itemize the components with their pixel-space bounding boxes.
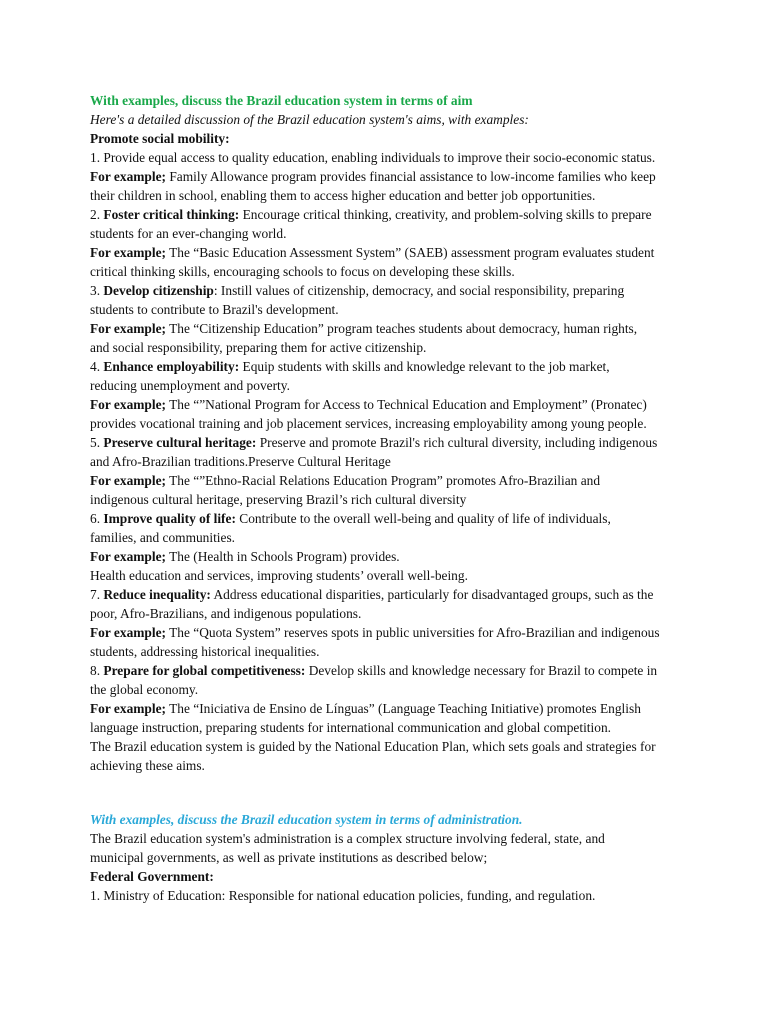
aim-item-4-example-line-2: provides vocational training and job placement services, increasing employability among young people. <box>90 416 647 431</box>
aim-item-4-line-2: reducing unemployment and poverty. <box>90 378 290 393</box>
aim-item-8-line-2: the global economy. <box>90 682 199 697</box>
item-number: 6. <box>90 511 104 526</box>
example-label: For example; <box>90 321 166 336</box>
aim-item-2-example-line-1 <box>90 243 690 262</box>
admin-intro-line-2: municipal governments, as well as private institutions as described below; <box>90 850 488 865</box>
aim-item-7-example-line-2: students, addressing historical inequalities. <box>90 644 320 659</box>
example-text: The “Iniciativa de Ensino de Línguas” (Language Teaching Initiative) promotes English <box>165 701 641 716</box>
aim-item-1-example-line-2: their children in school, enabling them to access higher education and better job opportunities. <box>90 188 596 203</box>
aim-item-2-line-1 <box>90 205 690 224</box>
admin-heading <box>90 867 690 886</box>
item-text: Encourage critical thinking, creativity, and problem-solving skills to prepare <box>239 207 652 222</box>
aim-heading-text: Promote social mobility: <box>90 131 230 146</box>
example-label: For example; <box>90 473 166 488</box>
aim-item-2-line-2: students for an ever-changing world. <box>90 226 287 241</box>
example-text: The “Basic Education Assessment System” (SAEB) assessment program evaluates student <box>165 245 655 260</box>
admin-intro-line-1: The Brazil education system's administration is a complex structure involving federal, state, and <box>90 831 605 846</box>
item-number: 2. <box>90 207 104 222</box>
admin-section-title: With examples, discuss the Brazil education system in terms of administration. <box>90 812 523 827</box>
example-text: Family Allowance program provides financial assistance to low-income families who keep <box>165 169 656 184</box>
example-label: For example; <box>90 397 166 412</box>
aim-item-5-example-line-1 <box>90 471 690 490</box>
document-page <box>90 91 690 905</box>
item-number: 7. <box>90 587 104 602</box>
aim-item-1-line-1: 1. Provide equal access to quality education, enabling individuals to improve their socio-economic status. <box>90 150 656 165</box>
item-number: 5. <box>90 435 104 450</box>
aim-item-5-line-1 <box>90 433 690 452</box>
aim-item-8-line-1 <box>90 661 690 680</box>
aim-item-5-example-line-2: indigenous cultural heritage, preserving Brazil’s rich cultural diversity <box>90 492 467 507</box>
example-label: For example; <box>90 701 166 716</box>
aim-section-title: With examples, discuss the Brazil education system in terms of aim <box>90 93 473 108</box>
aim-item-7-example-line-1 <box>90 623 690 642</box>
aim-item-4-line-1 <box>90 357 690 376</box>
aim-item-6-line-2: families, and communities. <box>90 530 236 545</box>
aim-item-6-example-line-1 <box>90 547 690 566</box>
example-label: For example; <box>90 169 166 184</box>
aim-item-6-example-line-2: Health education and services, improving students’ overall well-being. <box>90 568 468 583</box>
item-bold-heading: Develop citizenship <box>103 283 214 298</box>
example-text: The “”Ethno-Racial Relations Education Program” promotes Afro-Brazilian and <box>165 473 601 488</box>
example-text: The “”National Program for Access to Technical Education and Employment” (Pronatec) <box>165 397 647 412</box>
item-bold-heading: Reduce inequality: <box>103 587 211 602</box>
item-text: Equip students with skills and knowledge relevant to the job market, <box>239 359 610 374</box>
aim-item-6-line-1 <box>90 509 690 528</box>
item-text: Contribute to the overall well-being and quality of life of individuals, <box>235 511 611 526</box>
aim-item-8-example-line-2: language instruction, preparing students for international communication and global competition. <box>90 720 611 735</box>
aim-item-5-line-2: and Afro-Brazilian traditions.Preserve Cultural Heritage <box>90 454 391 469</box>
aim-item-3-example-line-1 <box>90 319 690 338</box>
item-number: 8. <box>90 663 104 678</box>
aim-item-3-example-line-2: and social responsibility, preparing them for active citizenship. <box>90 340 427 355</box>
aim-closing-line-2: achieving these aims. <box>90 758 205 773</box>
item-number: 3. <box>90 283 104 298</box>
item-text: Develop skills and knowledge necessary for Brazil to compete in <box>305 663 658 678</box>
aim-heading <box>90 129 690 148</box>
aim-item-7-line-2: poor, Afro-Brazilians, and indigenous populations. <box>90 606 362 621</box>
item-bold-heading: Prepare for global competitiveness: <box>103 663 306 678</box>
item-text: Address educational disparities, particularly for disadvantaged groups, such as the <box>210 587 654 602</box>
admin-item-1: 1. Ministry of Education: Responsible for national education policies, funding, and regulation. <box>90 888 596 903</box>
item-text: : Instill values of citizenship, democracy, and social responsibility, preparing <box>213 283 625 298</box>
aim-item-2-example-line-2: critical thinking skills, encouraging schools to focus on developing these skills. <box>90 264 515 279</box>
item-text: Preserve and promote Brazil's rich cultural diversity, including indigenous <box>256 435 658 450</box>
aim-item-4-example-line-1 <box>90 395 690 414</box>
aim-section-intro: Here's a detailed discussion of the Brazil education system's aims, with examples: <box>90 112 529 127</box>
example-text: The (Health in Schools Program) provides. <box>165 549 400 564</box>
section-spacer <box>90 775 690 810</box>
item-bold-heading: Preserve cultural heritage: <box>103 435 257 450</box>
example-label: For example; <box>90 625 166 640</box>
example-text: The “Citizenship Education” program teaches students about democracy, human rights, <box>165 321 638 336</box>
aim-closing-line-1: The Brazil education system is guided by the National Education Plan, which sets goals and strategies for <box>90 739 656 754</box>
example-label: For example; <box>90 245 166 260</box>
item-bold-heading: Foster critical thinking: <box>103 207 240 222</box>
admin-heading-text: Federal Government: <box>90 869 214 884</box>
example-label: For example; <box>90 549 166 564</box>
item-number: 4. <box>90 359 104 374</box>
aim-item-3-line-1 <box>90 281 690 300</box>
example-text: The “Quota System” reserves spots in public universities for Afro-Brazilian and indigenous <box>165 625 660 640</box>
aim-item-7-line-1 <box>90 585 690 604</box>
item-bold-heading: Improve quality of life: <box>103 511 236 526</box>
aim-item-8-example-line-1 <box>90 699 690 718</box>
aim-item-1-example-line-1 <box>90 167 690 186</box>
aim-item-3-line-2: students to contribute to Brazil's development. <box>90 302 339 317</box>
item-bold-heading: Enhance employability: <box>103 359 240 374</box>
